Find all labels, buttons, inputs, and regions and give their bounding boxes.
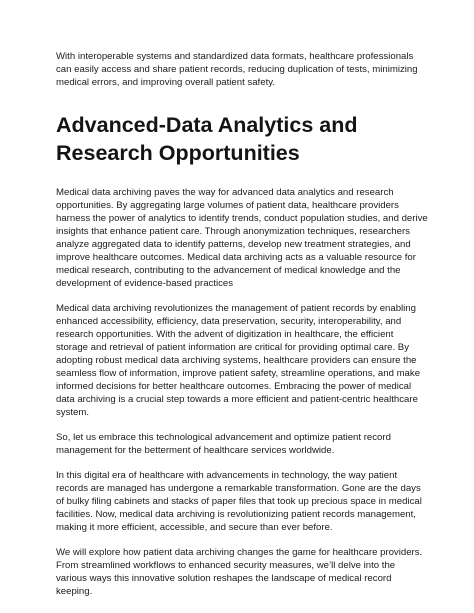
body-paragraph-3: So, let us embrace this technological advancement and optimize patient record management for the betterment of healthcare services worldwide. (56, 432, 391, 456)
body-paragraph-2: Medical data archiving revolutionizes the management of patient records by enabling enhanced accessibility, efficiency, data preservation, security, interoperability, and research opportunities. With the advent of digitization in healthcare, the efficient storage and retrieval of patient information are critical for providing optimal care. By adopting robust medical data archiving systems, healthcare providers can ensure the seamless flow of information, improve patient safety, streamline operations, and make informed decisions for better healthcare outcomes. Embracing the power of medical data archiving is a crucial step towards a more efficient and patient-centric healthcare system. (56, 303, 421, 418)
body-paragraph-4: In this digital era of healthcare with advancements in technology, the way patient records are managed has undergone a remarkable transformation. Gone are the days of bulky filing cabinets and stacks of paper files that took up precious space in medical facilities. Now, medical data archiving is revolutionizing patient records management, making it more efficient, accessible, and secure than ever before. (56, 470, 422, 533)
section-heading: Advanced-Data Analytics and Research Opportunities (56, 113, 358, 165)
document-page (56, 50, 428, 598)
body-paragraph-1: Medical data archiving paves the way for advanced data analytics and research opportunities. By aggregating large volumes of patient data, healthcare providers harness the power of analytics to identify trends, conduct population studies, and derive insights that enhance patient care. Through anonymization techniques, researchers analyze aggregated data to identify patterns, develop new treatment strategies, and improve healthcare outcomes. Medical data archiving acts as a valuable resource for medical research, contributing to the advancement of medical knowledge and the development of evidence-based practices (56, 187, 428, 289)
intro-paragraph: With interoperable systems and standardized data formats, healthcare professionals can easily access and share patient records, reducing duplication of tests, minimizing medical errors, and improving overall patient safety. (56, 51, 418, 88)
body-paragraph-5: We will explore how patient data archiving changes the game for healthcare providers. From streamlined workflows to enhanced security measures, we’ll delve into the various ways this innovative solution reshapes the landscape of medical record keeping. (56, 547, 423, 597)
